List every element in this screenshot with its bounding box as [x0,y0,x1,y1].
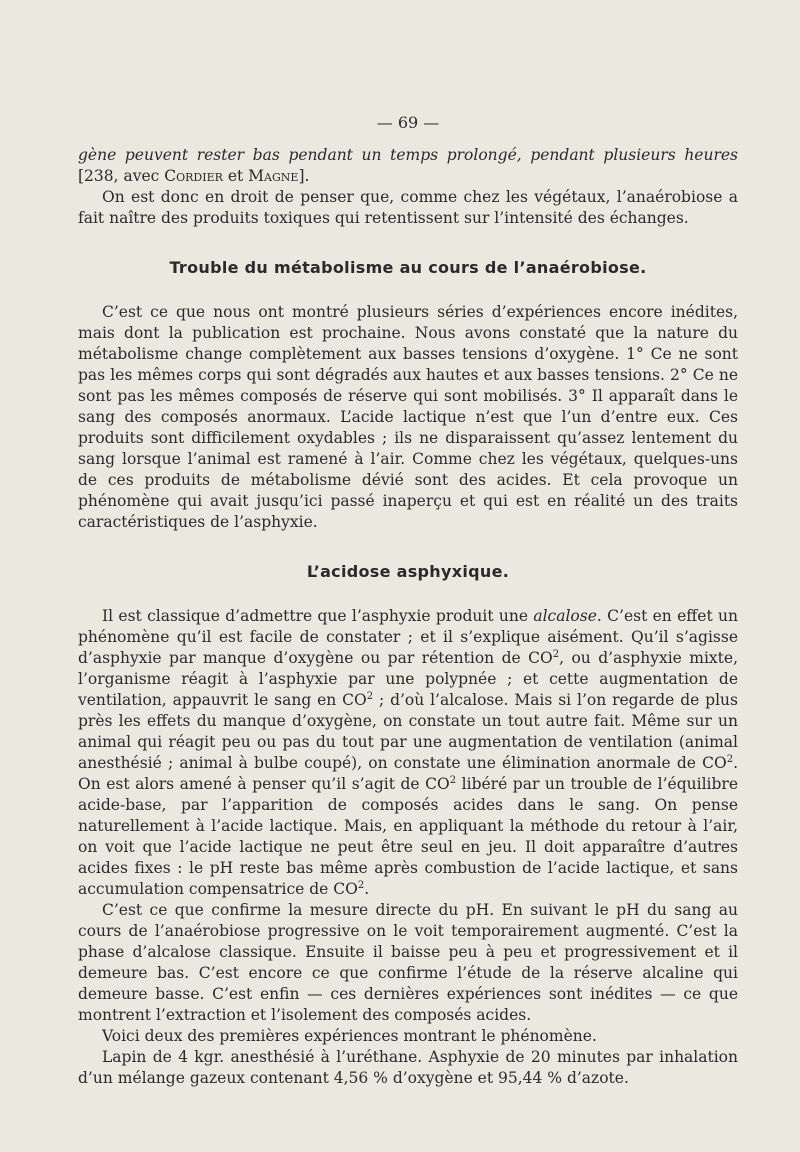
author-name: Cordier [164,167,223,185]
superscript: 2 [357,879,365,891]
reference-end: ]. [298,167,310,185]
superscript: 2 [552,648,560,660]
page-number: — 69 — [376,113,440,132]
superscript: 2 [366,690,374,702]
text-run: . C’est en effet un phénomène qu’il est facile de constater ; et il s’explique aisément. Qu’il s’agisse d’asphyxie par manque d’oxygène ou par rétention de CO [78,607,738,667]
document-body [78,112,738,1089]
text-run: ; d’où l’alcalose. Mais si l’on regarde de plus près les effets du manque d’oxygène, on constate un tout autre fait. Même sur un animal qui réagit peu ou pas du tout par une augmentation de ventilation (animal anesthésié ; animal à bulbe coupé), on constate une élimination anormale de CO [78,691,738,772]
superscript: 2 [449,774,457,786]
text-run: , ou d’asphyxie mixte, l’organisme réagit à l’asphyxie par une polypnée ; et cette augmentation de ventilation, appauvrit le sang en CO [78,649,738,709]
text-run: . On est alors amené à penser qu’il s’agit de CO [78,754,738,793]
text-run: Il est classique d’admettre que l’asphyxie produit une [102,607,534,625]
paragraph: C’est ce que confirme la mesure directe du pH. En suivant le pH du sang au cours de l’anaérobiose progressive on le voit temporairement augmenté. C’est la phase d’alcalose classique. Ensuite il baisse peu à peu et progressivement et il demeure bas. C’est encore ce que confirme l’étude de la réserve alcaline qui demeure basse. C’est enfin — ces dernières expériences sont inédites — ce que montrent l’extraction et l’isolement des composés acides. [78,901,738,1024]
text-run: libéré par un trouble de l’équilibre acide-base, par l’apparition de composés acides dans le sang. On pense naturellement à l’acide lactique. Mais, en appliquant la méthode du retour à l’air, on voit que l’acide lactique ne peut être seul en jeu. Il doit apparaître d’autres acides fixes : le pH reste bas même après combustion de l’acide lactique, et sans accumulation compensatrice de CO [78,775,738,898]
section-heading: L’acidose asphyxique. [306,562,510,581]
paragraph: On est donc en droit de penser que, comme chez les végétaux, l’anaérobiose a fait naître des produits toxiques qui retentissent sur l’intensité des échanges. [78,188,738,227]
section-heading: Trouble du métabolisme au cours de l’anaérobiose. [169,258,647,277]
italic-text: gène peuvent rester bas pendant un temps prolongé, pendant plusieurs heures [78,146,738,164]
reference-start: [238, avec [78,167,165,185]
text-run: . [364,880,370,898]
paragraph-continued [78,145,738,187]
superscript: 2 [726,753,734,765]
paragraph: Lapin de 4 kgr. anesthésié à l’uréthane. Asphyxie de 20 minutes par inhalation d’un mélange gazeux contenant 4,56 % d’oxygène et 95,44 % d’azote. [78,1048,738,1087]
paragraph: C’est ce que nous ont montré plusieurs séries d’expériences encore inédites, mais dont la publication est prochaine. Nous avons constaté que la nature du métabolisme change complètement aux basses tensions d’oxygène. 1° Ce ne sont pas les mêmes corps qui sont dégradés aux hautes et aux basses tensions. 2° Ce ne sont pas les mêmes composés de réserve qui sont mobilisés. 3° Il apparaît dans le sang des composés anormaux. L’acide lactique n’est que l’un d’entre eux. Ces produits sont difficilement oxydables ; ils ne disparaissent qu’assez lentement du sang lorsque l’animal est ramené à l’air. Comme chez les végétaux, quelques-uns de ces produits de métabolisme dévié sont des acides. Et cela provoque un phénomène qui avait jusqu’ici passé inaperçu et qui est en réalité un des traits caractéristiques de l’asphyxie. [78,303,738,531]
conjunction: et [222,167,249,185]
paragraph: Voici deux des premières expériences montrant le phénomène. [102,1027,597,1045]
author-name: Magne [248,167,299,185]
paragraph [78,606,738,900]
italic-text: alcalose [533,607,597,625]
